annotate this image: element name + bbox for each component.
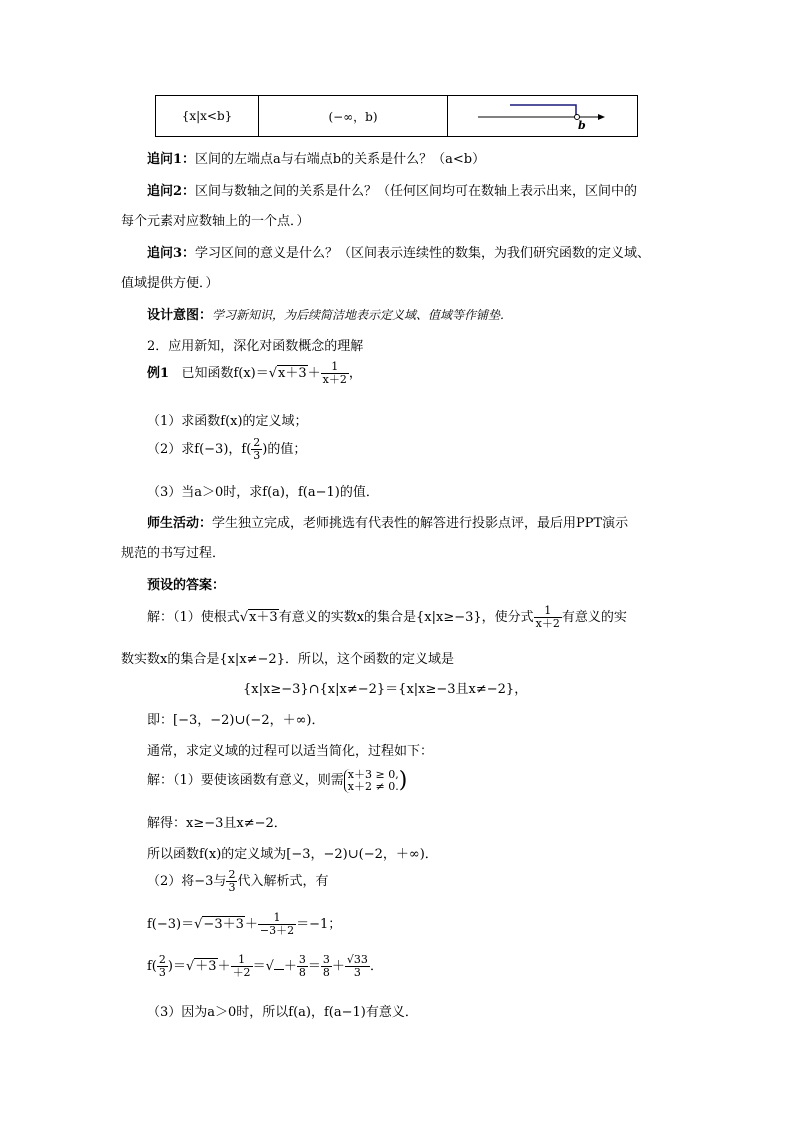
fneg3-fraction bbox=[258, 912, 296, 937]
f23-sqrt2 bbox=[274, 969, 284, 970]
f23-eq: ＝ bbox=[252, 959, 266, 974]
solution-interval: 即：[−3，−2)∪(−2，＋∞)． bbox=[147, 713, 325, 728]
eq2-pre: （2）求f(−3)，f( bbox=[147, 442, 252, 457]
condition-system bbox=[344, 769, 399, 793]
answer-label: 预设的答案： bbox=[147, 578, 226, 593]
solution-2-domain: 所以函数f(x)的定义域为[−3，−2)∪(−2，＋∞)． bbox=[147, 847, 438, 862]
part2-fraction bbox=[226, 869, 237, 894]
interval-text: (−∞，b) bbox=[328, 109, 378, 124]
axis-arrow-icon bbox=[598, 114, 605, 120]
solution-1-line2: 数实数x的集合是{x|x≠−2}．所以，这个函数的定义域是 bbox=[121, 652, 454, 667]
example-label: 例1 bbox=[147, 366, 170, 381]
sol1-den: x＋2 bbox=[535, 617, 560, 630]
activity-line1 bbox=[147, 512, 628, 531]
set-text: {x|x<b} bbox=[181, 109, 233, 123]
f23-plus: ＋ bbox=[217, 959, 231, 974]
solution-2 bbox=[147, 767, 407, 795]
interval-bracket bbox=[510, 105, 576, 117]
sol1-sqrt: x＋3 bbox=[249, 610, 278, 625]
f23-num5: √33 bbox=[346, 953, 368, 966]
example-question-3: （3）当a＞0时，求f(a)，f(a−1)的值． bbox=[147, 485, 379, 500]
f23-den4: 8 bbox=[322, 966, 330, 979]
f23-frac-4 bbox=[345, 954, 370, 979]
solution-set: {x|x≥−3}∩{x|x≠−2}＝{x|x≥−3且x≠−2}， bbox=[243, 682, 528, 697]
set-cell bbox=[156, 96, 259, 136]
f23-plus3: ＋ bbox=[331, 959, 345, 974]
endpoint-label: b bbox=[578, 119, 586, 132]
f23-den3: 8 bbox=[298, 966, 306, 979]
sol2-close: ) bbox=[398, 767, 408, 793]
f23-num4: 3 bbox=[322, 953, 330, 966]
activity-text: 学生独立完成，老师挑选有代表性的解答进行投影点评，最后用PPT演示 bbox=[212, 516, 629, 531]
question-1-text: 区间的左端点a与右端点b的关系是什么？（a<b） bbox=[195, 152, 486, 167]
eq2-fraction bbox=[251, 437, 262, 462]
sol1-num: 1 bbox=[544, 604, 552, 617]
f23-plus2: ＋ bbox=[283, 959, 297, 974]
question-1 bbox=[147, 148, 485, 167]
question-2-text: 区间与数轴之间的关系是什么？（任何区间均可在数轴上表示出来，区间中的 bbox=[195, 184, 638, 199]
f23-end: ． bbox=[369, 959, 383, 974]
f23-eq2: ＝ bbox=[307, 959, 321, 974]
simplify-note: 通常，求定义域的过程可以适当简化，过程如下： bbox=[147, 744, 434, 759]
number-line-cell bbox=[448, 96, 637, 136]
question-1-label: 追问1： bbox=[147, 152, 196, 167]
part-2 bbox=[147, 868, 328, 896]
example-question-1: （1）求函数f(x)的定义域； bbox=[147, 414, 308, 429]
f23-sqrt: ＋3 bbox=[195, 959, 217, 974]
example-question-2 bbox=[147, 436, 306, 464]
sol2-pre: 解：（1）要使该函数有意义，则需 bbox=[147, 773, 344, 788]
part2-pre: （2）将−3与 bbox=[147, 874, 227, 889]
f23-num: 2 bbox=[158, 953, 166, 966]
sol1-mid: 有意义的实数x的集合是{x|x≥−3}，使分式 bbox=[278, 610, 534, 625]
fneg3-post: ＝−1； bbox=[296, 917, 342, 932]
f23-frac-arg bbox=[157, 954, 168, 979]
sol1-fraction bbox=[534, 605, 562, 630]
interval-table bbox=[155, 95, 638, 137]
section-heading: 2．应用新知，深化对函数概念的理解 bbox=[147, 339, 364, 354]
design-intent-label: 设计意图： bbox=[147, 308, 213, 323]
design-intent-text: 学习新知识，为后续简洁地表示定义域、值域等作铺垫． bbox=[212, 308, 513, 322]
f-2-3-line: f( $\frac{2}{3}$ )＝√＋3＋ $\frac{1}{+2}$ ＝√ ＋ $\frac{3}{8}$ ＝ $\frac{3}{8}$ ＋ $\frac{√33}{3}$ ． bbox=[147, 953, 383, 979]
f23-den5: 3 bbox=[345, 966, 370, 979]
fneg3-num: 1 bbox=[273, 911, 281, 924]
fraction-numerator: 1 bbox=[331, 360, 339, 373]
f23-frac-2 bbox=[297, 954, 308, 979]
f-neg3-line: f(−3)＝√−3＋3＋ $\frac{1}{-3+2}$ ＝−1； bbox=[147, 911, 342, 937]
condition-row-2: x＋2 ≠ 0. bbox=[347, 779, 399, 793]
fneg3-sqrt: −3＋3 bbox=[203, 917, 244, 932]
activity-line2: 规范的书写过程． bbox=[121, 546, 226, 561]
fneg3-den: −3＋2 bbox=[259, 924, 295, 937]
example-fraction bbox=[321, 361, 349, 386]
part-3: （3）因为a＞0时，所以f(a)，f(a−1)有意义． bbox=[147, 1005, 418, 1020]
part2-den: 3 bbox=[228, 881, 236, 894]
fneg3-plus: ＋ bbox=[244, 917, 258, 932]
eq2-num: 2 bbox=[253, 436, 261, 449]
activity-label: 师生活动： bbox=[147, 516, 213, 531]
part2-num: 2 bbox=[228, 868, 236, 881]
design-intent bbox=[147, 304, 512, 323]
question-3-text: 学习区间的意义是什么？（区间表示连续性的数集，为我们研究函数的定义域、 bbox=[195, 246, 651, 261]
interval-cell bbox=[259, 96, 448, 136]
fraction-denominator: x＋2 bbox=[322, 373, 347, 386]
question-2-label: 追问2： bbox=[147, 184, 196, 199]
part2-post: 代入解析式，有 bbox=[237, 874, 329, 889]
f23-frac-1 bbox=[231, 954, 253, 979]
f23-mid: )＝ bbox=[167, 959, 186, 974]
f23-den2: ＋2 bbox=[232, 966, 251, 979]
fneg3-pre: f(−3)＝ bbox=[147, 917, 195, 932]
example-intro: 已知函数f(x)＝ bbox=[181, 366, 269, 381]
question-3-line2: 值域提供方便．） bbox=[121, 276, 219, 291]
question-3-label: 追问3： bbox=[147, 246, 196, 261]
condition-row-1: x＋3 ≥ 0, bbox=[347, 767, 399, 781]
number-line-diagram bbox=[448, 96, 637, 136]
f23-frac-3 bbox=[321, 954, 332, 979]
f23-den: 3 bbox=[158, 966, 166, 979]
solution-2-result: 解得：x≥−3且x≠−2． bbox=[147, 816, 287, 831]
f23-num2: 1 bbox=[238, 953, 246, 966]
eq2-den: 3 bbox=[253, 449, 261, 462]
f23-num3: 3 bbox=[298, 953, 306, 966]
question-2-line1 bbox=[147, 180, 637, 199]
sol1-pre: 解：（1）使根式 bbox=[147, 610, 240, 625]
eq2-post: )的值； bbox=[262, 442, 307, 457]
solution-1-line1: 解：（1）使根式√x＋3有意义的实数x的集合是{x|x≥−3}，使分式 $\frac{1}{x+2}$ 有意义的实 bbox=[147, 604, 627, 630]
question-2-line2: 每个元素对应数轴上的一个点．） bbox=[121, 214, 310, 229]
example-1: 例1 已知函数f(x)＝√x＋3＋ $\frac{1}{x+2}$ ， bbox=[147, 360, 362, 386]
example-plus: ＋ bbox=[307, 366, 321, 381]
sol1-post: 有意义的实 bbox=[561, 610, 627, 625]
example-end: ， bbox=[348, 366, 362, 381]
example-sqrt: x＋3 bbox=[278, 366, 307, 381]
question-3-line1 bbox=[147, 242, 650, 261]
f23-pre: f( bbox=[147, 959, 157, 974]
